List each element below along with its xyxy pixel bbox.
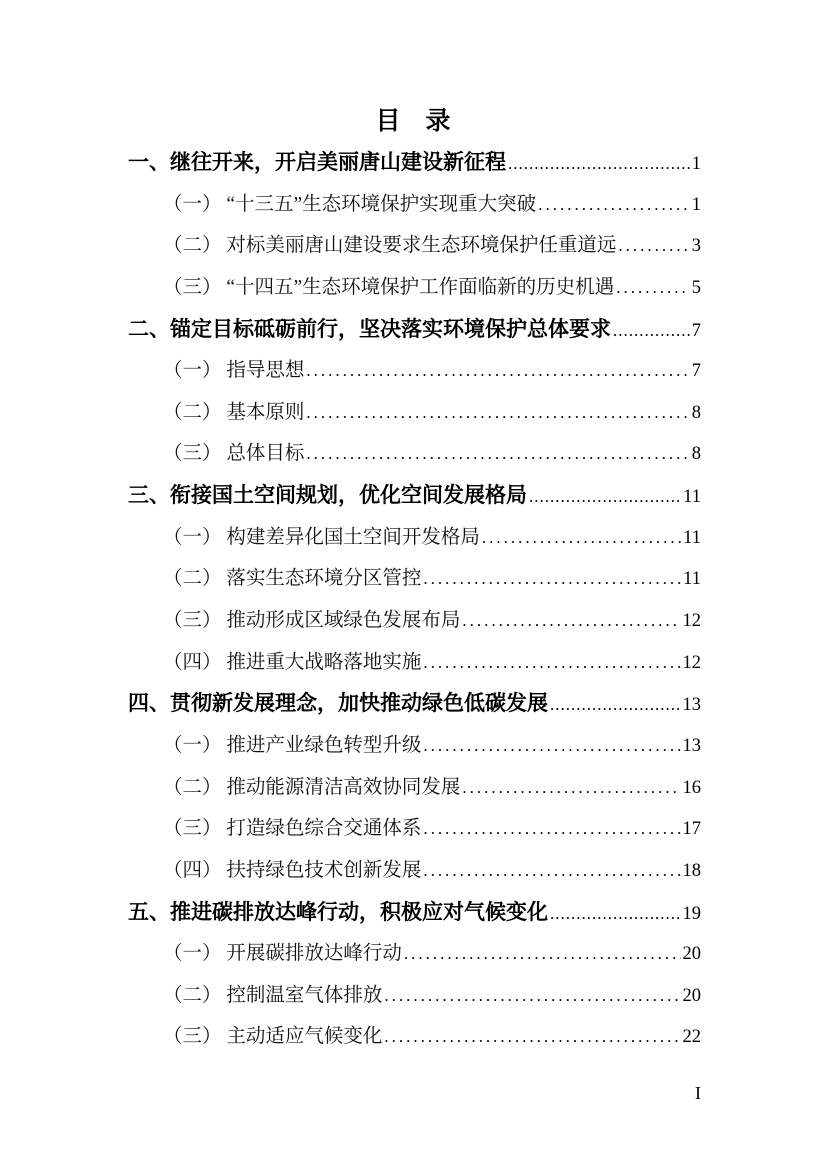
toc-entry-label: （三） 推动形成区域绿色发展布局: [163, 610, 461, 632]
toc-entry-section[interactable]: [128, 517, 701, 559]
toc-entry-label: （一） 开展碳排放达峰行动: [163, 943, 402, 965]
toc-entry-page-number: 5: [691, 277, 701, 298]
toc-entry-page-number: 7: [691, 361, 701, 382]
toc-leader-dots: [462, 600, 680, 642]
toc-entry-chapter[interactable]: [128, 683, 701, 725]
toc-entry-label: （三） 打造绿色综合交通体系: [163, 818, 422, 840]
toc-entry-page-number: 22: [682, 1027, 701, 1048]
toc-leader-dots: [550, 684, 681, 726]
toc-leader-dots: [404, 933, 681, 975]
toc-entry-section[interactable]: [128, 808, 701, 850]
toc-leader-dots: [384, 1016, 680, 1058]
toc-entry-section[interactable]: [128, 850, 701, 892]
toc-entry-page-number: 11: [683, 487, 701, 508]
toc-entry-label: （三） 主动适应气候变化: [163, 1026, 383, 1048]
toc-entry-section[interactable]: [128, 725, 701, 767]
toc-entry-section[interactable]: [128, 975, 701, 1017]
toc-entry-page-number: 12: [682, 611, 701, 632]
toc-entry-section[interactable]: [128, 184, 701, 226]
toc-leader-dots: [550, 893, 681, 935]
toc-entry-section[interactable]: [128, 433, 701, 475]
toc-entry-section[interactable]: [128, 767, 701, 809]
toc-entry-label: （一） 推进产业绿色转型升级: [163, 734, 422, 756]
toc-leader-dots: [306, 433, 689, 475]
page-title: 目 录: [375, 107, 451, 135]
toc-entry-section[interactable]: [128, 558, 701, 600]
toc-entry-section[interactable]: [128, 642, 701, 684]
toc-entry-page-number: 7: [691, 320, 701, 341]
toc-entry-label: （一） 构建差异化国土空间开发格局: [163, 526, 480, 548]
toc-entry-label: 三、衔接国土空间规划，优化空间发展格局: [128, 484, 527, 508]
toc-entry-label: 一、继往开来，开启美丽唐山建设新征程: [128, 151, 506, 174]
toc-entry-section[interactable]: [128, 350, 701, 392]
toc-entry-label: （一） 指导思想: [163, 360, 305, 382]
toc-entry-page-number: 18: [682, 860, 701, 881]
toc-leader-dots: [538, 184, 690, 226]
toc-leader-dots: [482, 517, 681, 559]
toc-entry-section[interactable]: [128, 225, 701, 267]
toc-entry-page-number: 16: [682, 777, 701, 798]
toc-leader-dots: [423, 558, 681, 600]
toc-entry-label: （四） 扶持绿色技术创新发展: [163, 859, 422, 881]
toc-leader-dots: [508, 143, 690, 185]
toc-leader-dots: [423, 725, 680, 767]
toc-entry-label: （三） “十四五”生态环境保护工作面临新的历史机遇: [163, 276, 615, 298]
page-number: I: [695, 1083, 701, 1103]
toc-entry-page-number: 13: [682, 695, 701, 716]
toc-entry-label: （二） 对标美丽唐山建设要求生态环境保护任重道远: [163, 235, 617, 257]
toc-leader-dots: [423, 808, 680, 850]
toc-entry-page-number: 11: [683, 569, 701, 590]
toc-entry-section[interactable]: [128, 1016, 701, 1058]
toc-entry-page-number: 8: [691, 402, 701, 423]
toc-entry-chapter[interactable]: [128, 892, 701, 934]
toc-leader-dots: [306, 350, 689, 392]
toc-entry-label: （二） 控制温室气体排放: [163, 984, 383, 1006]
toc-entry-page-number: 19: [682, 903, 701, 924]
toc-entry-label: 二、锚定目标砥砺前行，坚决落实环境保护总体要求: [128, 317, 611, 341]
toc-entry-chapter[interactable]: [128, 142, 701, 184]
toc-entry-section[interactable]: [128, 267, 701, 309]
toc-leader-dots: [423, 642, 680, 684]
toc-entry-page-number: 20: [682, 985, 701, 1006]
toc-leader-dots: [462, 767, 680, 809]
toc-entry-page-number: 1: [691, 194, 701, 215]
toc-entry-label: （二） 基本原则: [163, 401, 305, 423]
toc-entry-section[interactable]: [128, 600, 701, 642]
toc-leader-dots: [616, 267, 690, 309]
toc-entry-page-number: 8: [691, 444, 701, 465]
toc-leader-dots: [529, 476, 681, 518]
toc-entry-chapter[interactable]: [128, 309, 701, 351]
toc-entry-label: （四） 推进重大战略落地实施: [163, 651, 422, 673]
toc-entry-label: （二） 落实生态环境分区管控: [163, 568, 422, 590]
toc-entry-label: （二） 推动能源清洁高效协同发展: [163, 776, 461, 798]
toc-entry-page-number: 12: [682, 652, 701, 673]
toc-entry-section[interactable]: [128, 392, 701, 434]
toc-entry-label: 四、贯彻新发展理念，加快推动绿色低碳发展: [128, 692, 548, 716]
toc-entry-label: （三） 总体目标: [163, 443, 305, 465]
toc-entry-page-number: 1: [691, 154, 701, 174]
toc-leader-dots: [384, 975, 680, 1017]
toc-entry-chapter[interactable]: [128, 475, 701, 517]
toc-leader-dots: [306, 392, 689, 434]
toc-entry-label: （一） “十三五”生态环境保护实现重大突破: [163, 193, 537, 215]
toc-leader-dots: [423, 850, 680, 892]
toc-entry-page-number: 20: [682, 944, 701, 965]
toc-entry-page-number: 17: [682, 819, 701, 840]
toc-entry-label: 五、推进碳排放达峰行动，积极应对气候变化: [128, 900, 548, 924]
toc-entry-page-number: 11: [683, 527, 701, 548]
toc-leader-dots: [613, 310, 690, 352]
toc-list: [128, 142, 701, 1058]
toc-entry-page-number: 13: [682, 735, 701, 756]
toc-entry-page-number: 3: [691, 236, 701, 257]
toc-leader-dots: [618, 225, 689, 267]
toc-entry-section[interactable]: [128, 933, 701, 975]
